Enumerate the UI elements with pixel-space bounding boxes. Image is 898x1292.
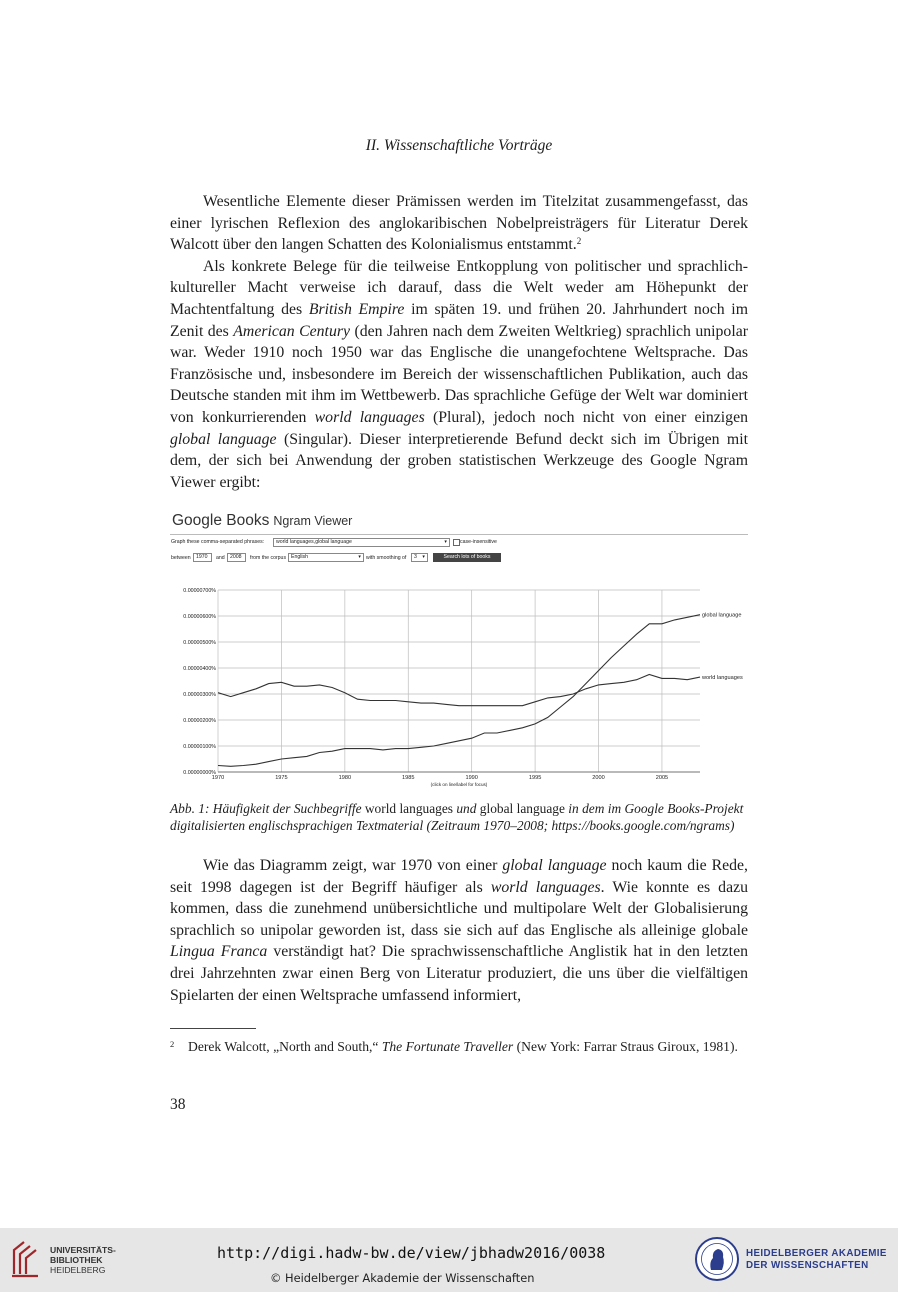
footnote-number: 2	[170, 1039, 175, 1049]
x-tick-label: 1970	[211, 775, 225, 781]
search-button[interactable]: Search lots of books	[433, 553, 501, 562]
text-run: noch kaum die Rede, seit 1998 dagegen ist der Begriff häufiger als	[170, 857, 748, 896]
series-label: global language	[702, 612, 742, 619]
smoothing-label: with smoothing of	[366, 555, 407, 561]
text-run: Als konkrete Belege für die teilweise Entkopplung von politischer und sprachlich-kultureller Macht verweise ich darauf, dass die Welt weder am Höhepunkt der Machtentfaltung des	[170, 257, 748, 318]
dropdown-arrow-icon: ▾	[358, 554, 361, 560]
body-text-bottom	[170, 855, 748, 1006]
text-run: (New York: Farrar Straus Giroux, 1981).	[513, 1039, 738, 1054]
ngram-line-chart	[170, 582, 748, 794]
google-books-logo	[172, 512, 352, 530]
text-run: world languages	[314, 408, 425, 426]
phrases-label: Graph these comma-separated phrases:	[171, 539, 265, 545]
text-run: in dem im Google Books-Projekt digitalisierten englischsprachigen Textmaterial (Zeitraum 1970–2008; https://books.google.com/ngrams)	[170, 801, 744, 833]
phrases-input[interactable]: world languages,global language ▾	[273, 538, 450, 547]
series-label: world languages	[702, 675, 743, 682]
x-tick-label: 2005	[655, 775, 669, 781]
figure-caption	[170, 800, 748, 834]
x-tick-label: 1995	[528, 775, 542, 781]
ngram-viewer-figure	[170, 512, 748, 794]
paragraph	[170, 256, 748, 494]
text-run: world languages	[364, 801, 454, 816]
ngram-viewer-title: Ngram Viewer	[273, 514, 353, 528]
y-tick-label: 0.00000600%	[183, 614, 216, 620]
footnote	[170, 1038, 748, 1056]
x-tick-label: 2000	[592, 775, 605, 781]
text-run: Lingua Franca	[170, 943, 268, 961]
source-url[interactable]: http://digi.hadw-bw.de/view/jbhadw2016/0038	[217, 1244, 606, 1262]
series-line	[218, 615, 700, 767]
text-run: global language	[479, 801, 565, 816]
corpus-label: from the corpus	[250, 555, 287, 561]
y-tick-label: 0.00000100%	[183, 744, 216, 750]
case-insensitive-label: case-insensitive	[460, 539, 497, 545]
text-run: American Century	[233, 322, 351, 340]
x-tick-label: 1985	[402, 775, 415, 781]
text-run: Wesentliche Elemente dieser Prämissen werden im Titelzitat zusammengefasst, das einer lyrischen Reflexion des anglokaribischen Nobelpreisträgers für Literatur Derek Walcott über den langen Schatten des Kolonialismus entstammt.	[170, 193, 748, 254]
text-run: und	[453, 801, 480, 816]
body-text-top	[170, 191, 748, 493]
dropdown-arrow-icon: ▾	[422, 554, 425, 560]
text-run: The Fortunate Traveller	[381, 1039, 514, 1054]
y-tick-label: 0.00000700%	[183, 588, 216, 594]
corpus-select[interactable]: English ▾	[288, 553, 364, 562]
x-tick-label: 1980	[338, 775, 352, 781]
dropdown-arrow-icon: ▾	[444, 539, 447, 545]
text-run: (Plural), jedoch noch nicht von einer einzigen	[424, 408, 748, 426]
y-tick-label: 0.00000000%	[183, 770, 216, 776]
between-label: between	[171, 555, 191, 561]
footnote-divider	[170, 1028, 256, 1029]
text-run: global language	[170, 430, 277, 448]
university-library-logo-icon	[8, 1236, 48, 1280]
case-insensitive-checkbox[interactable]	[453, 539, 460, 546]
paragraph	[170, 191, 748, 256]
y-tick-label: 0.00000500%	[183, 640, 216, 646]
year-from-input[interactable]: 1970	[193, 553, 212, 562]
text-run: (den Jahren nach dem Zweiten Weltkrieg) sprachlich unipolar war. Weder 1910 noch 1950 war das Englische die unangefochtene Weltsprache. Das Französische und, insbesondere im Bereich der wissenschaftlichen Publikation, auch das Deutsche standen mit ihm im Wettbewerb. Das sprachliche Gefüge der Welt war dominiert von konkurrierenden	[170, 322, 748, 426]
text-run: Derek Walcott, „North and South,“	[188, 1039, 382, 1054]
academy-name: HEIDELBERGER AKADEMIE DER WISSENSCHAFTEN	[746, 1248, 887, 1271]
university-library-name: UNIVERSITÄTS- BIBLIOTHEK HEIDELBERG	[50, 1245, 116, 1275]
header-divider	[170, 534, 748, 535]
google-books-wordmark: Google Books	[172, 512, 270, 529]
and-label: and	[216, 555, 225, 561]
text-run: verständigt hat? Die sprachwissenschaftliche Anglistik hat in den letzten drei Jahrzehnten zwar einen Berg von Literatur produziert, die uns über die vielfältigen Spielarten der einen Weltsprache umfassend informiert,	[170, 943, 748, 1004]
footer-bar	[0, 1228, 898, 1292]
year-to-input[interactable]: 2008	[227, 553, 246, 562]
text-run: Wie das Diagramm zeigt, war 1970 von einer	[203, 857, 503, 874]
text-run: im späten 19. und frühen 20. Jahrhundert noch im Zenit des	[170, 300, 748, 340]
text-run: British Empire	[308, 300, 405, 318]
running-head: II. Wissenschaftliche Vorträge	[365, 137, 553, 154]
text-run: Abb. 1: Häufigkeit der Suchbegriffe	[170, 801, 365, 816]
footnote-text	[188, 1038, 748, 1056]
paragraph	[170, 855, 748, 1006]
y-tick-label: 0.00000200%	[183, 718, 216, 724]
smoothing-select[interactable]: 3 ▾	[411, 553, 428, 562]
y-tick-label: 0.00000400%	[183, 666, 216, 672]
series-line	[218, 675, 700, 706]
x-tick-label: 1990	[465, 775, 478, 781]
text-run: world languages	[490, 878, 601, 896]
x-tick-label: 1975	[275, 775, 288, 781]
footnote-ref: 2	[576, 236, 582, 247]
text-run: . Wie konnte es dazu kommen, dass die zunehmend unübersichtliche und multipolare Welt der Globalisierung sprachlich so unipolar geworden ist, dass sie sich auf das Englische als alleinige globale	[170, 878, 748, 939]
x-axis-label: (click on line/label for focus)	[430, 782, 488, 787]
page-number: 38	[170, 1096, 186, 1113]
academy-seal-icon	[694, 1236, 740, 1282]
y-tick-label: 0.00000300%	[183, 692, 216, 698]
copyright-notice: © Heidelberger Akademie der Wissenschaften	[270, 1271, 535, 1285]
text-run: (Singular). Dieser interpretierende Befund deckt sich im Übrigen mit dem, der sich bei Anwendung der groben statistischen Werkzeuge des Google Ngram Viewer ergibt:	[170, 430, 748, 491]
text-run: global language	[502, 857, 607, 874]
